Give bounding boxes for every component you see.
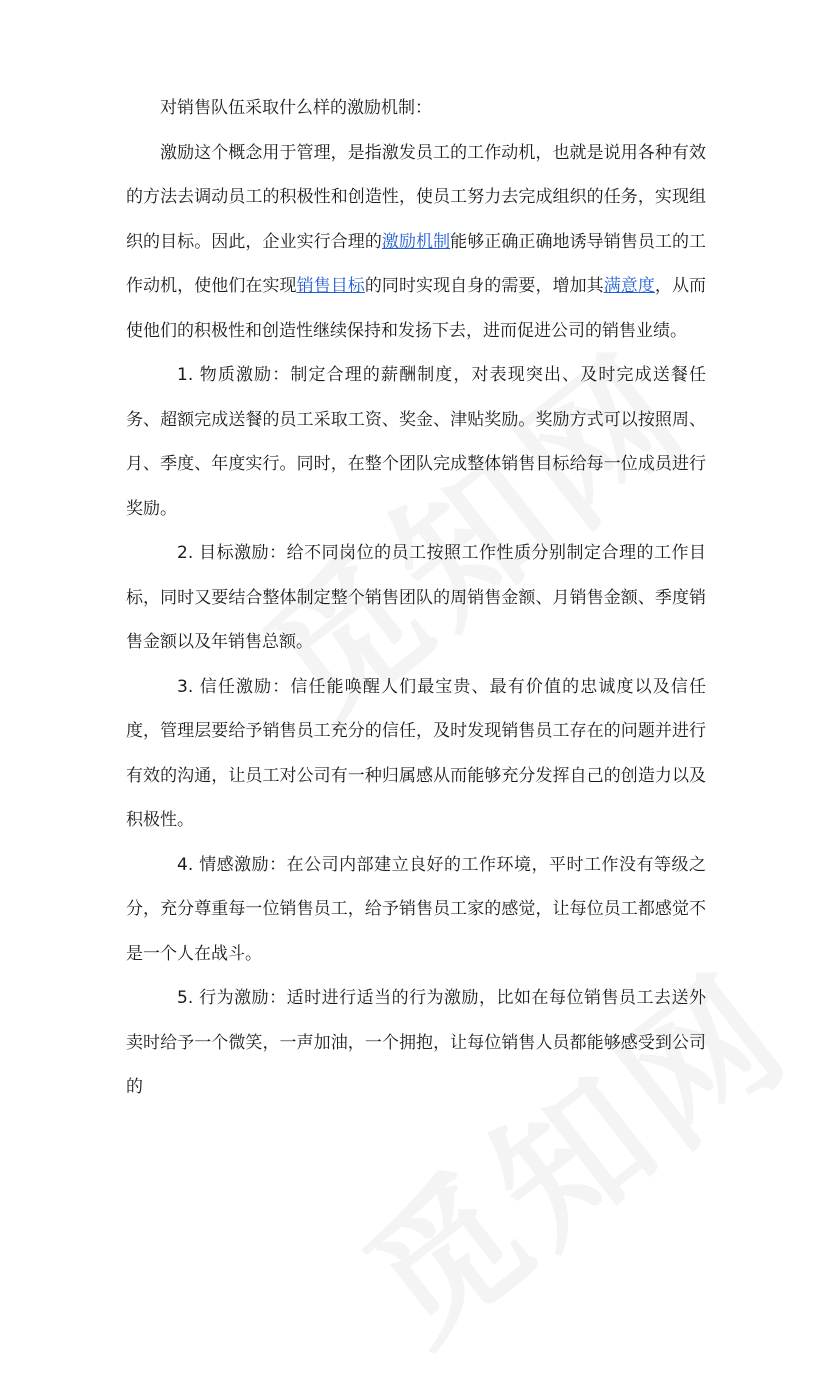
list-item: 5. 行为激励：适时进行适当的行为激励，比如在每位销售员工去送外卖时给予一个微笑，一声加油，一个拥抱，让每位销售人员都能够感受到公司的	[126, 988, 706, 1097]
document-body	[126, 86, 706, 1110]
list-item: 3. 信任激励：信任能唤醒人们最宝贵、最有价值的忠诚度以及信任度，管理层要给予销售员工充分的信任，及时发现销售员工存在的问题并进行有效的沟通，让员工对公司有一种归属感从而能够充分发挥自己的创造力以及积极性。	[126, 676, 706, 830]
incentive-mechanism-link[interactable]: 激励机制	[381, 231, 451, 252]
document-title: 对销售队伍采取什么样的激励机制：	[160, 98, 432, 118]
list-item: 1. 物质激励：制定合理的薪酬制度，对表现突出、及时完成送餐任务、超额完成送餐的员工采取工资、奖金、津贴奖励。奖励方式可以按照周、月、季度、年度实行。同时，在整个团队完成整体销售目标给每一位成员进行奖励。	[126, 365, 706, 519]
intro-paragraph: 激励这个概念用于管理，是指激发员工的工作动机，也就是说用各种有效的方法去调动员工的积极性和创造性，使员工努力去完成组织的任务，实现组织的目标。因此，企业实行合理的激励机制能够正确正确地诱导销售员工的工作动机，使他们在实现销售目标的同时实现自身的需要，增加其满意度，从而使他们的积极性和创造性继续保持和发扬下去，进而促进公司的销售业绩。	[126, 142, 707, 341]
list-item: 2. 目标激励：给不同岗位的员工按照工作性质分别制定合理的工作目标，同时又要结合整体制定整个销售团队的周销售金额、月销售金额、季度销售金额以及年销售总额。	[126, 543, 706, 652]
list-item: 4. 情感激励：在公司内部建立良好的工作环境，平时工作没有等级之分，充分尊重每一位销售员工，给予销售员工家的感觉，让每位员工都感觉不是一个人在战斗。	[126, 854, 706, 964]
satisfaction-link[interactable]: 满意度	[603, 276, 655, 296]
sales-target-link[interactable]: 销售目标	[296, 276, 365, 296]
